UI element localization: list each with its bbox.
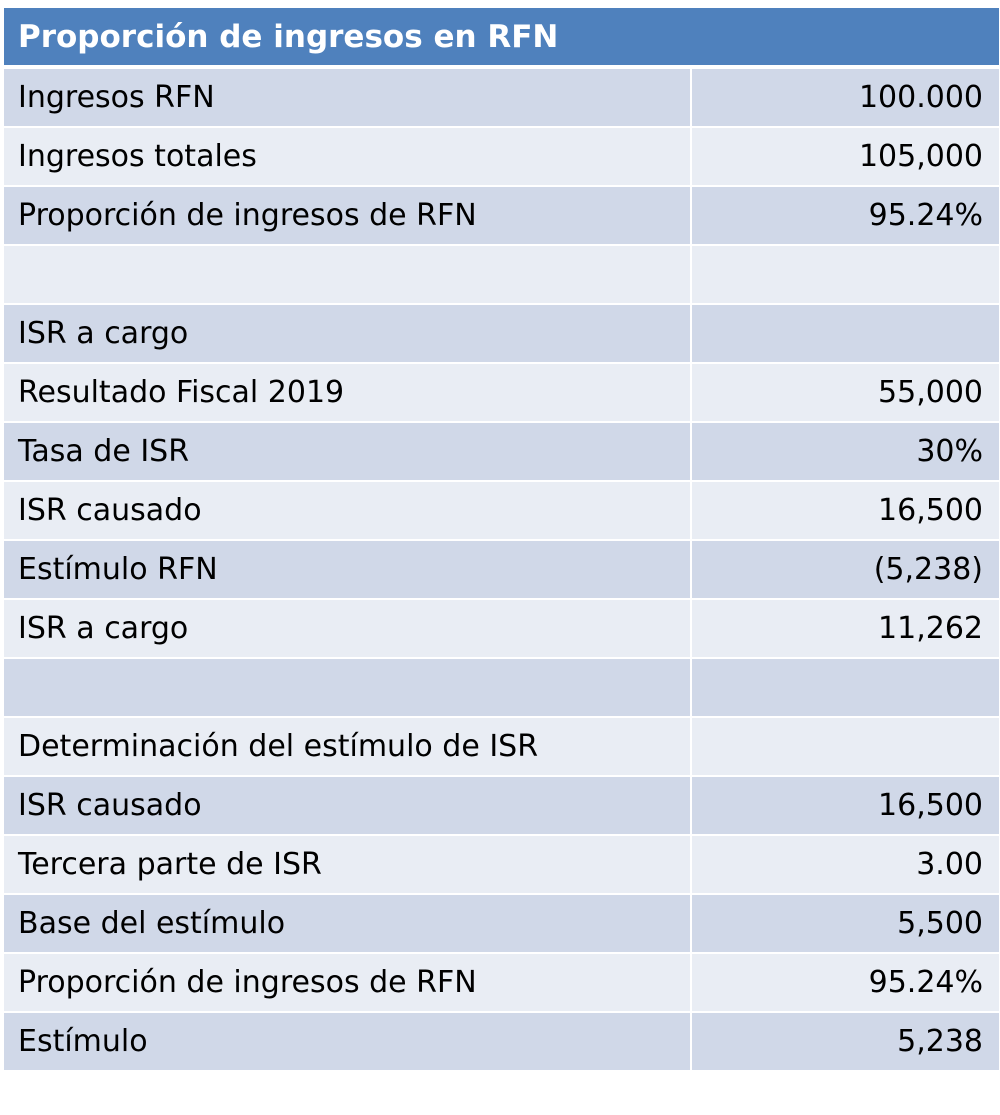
table-row bbox=[3, 186, 1000, 245]
table-row bbox=[3, 245, 1000, 304]
row-value: 11,262 bbox=[691, 599, 1000, 658]
table-row bbox=[3, 540, 1000, 599]
row-label: Proporción de ingresos de RFN bbox=[3, 186, 691, 245]
row-label: Ingresos RFN bbox=[3, 67, 691, 127]
table-row bbox=[3, 599, 1000, 658]
row-label bbox=[3, 658, 691, 717]
table-row bbox=[3, 835, 1000, 894]
row-value: (5,238) bbox=[691, 540, 1000, 599]
row-label bbox=[3, 245, 691, 304]
row-value: 16,500 bbox=[691, 776, 1000, 835]
row-value: 5,238 bbox=[691, 1012, 1000, 1071]
table-title: Proporción de ingresos en RFN bbox=[3, 7, 1000, 67]
row-label: ISR a cargo bbox=[3, 599, 691, 658]
row-label: Resultado Fiscal 2019 bbox=[3, 363, 691, 422]
row-label: Tasa de ISR bbox=[3, 422, 691, 481]
row-value: 95.24% bbox=[691, 953, 1000, 1012]
row-label: Estímulo bbox=[3, 1012, 691, 1071]
row-value: 55,000 bbox=[691, 363, 1000, 422]
row-label: ISR causado bbox=[3, 776, 691, 835]
table-row bbox=[3, 1012, 1000, 1071]
table-row bbox=[3, 127, 1000, 186]
row-value: 105,000 bbox=[691, 127, 1000, 186]
table-row bbox=[3, 953, 1000, 1012]
table-row bbox=[3, 304, 1000, 363]
table-row bbox=[3, 481, 1000, 540]
table-row bbox=[3, 363, 1000, 422]
table-row bbox=[3, 422, 1000, 481]
row-label: Proporción de ingresos de RFN bbox=[3, 953, 691, 1012]
row-label: Ingresos totales bbox=[3, 127, 691, 186]
row-value: 100.000 bbox=[691, 67, 1000, 127]
row-label: ISR a cargo bbox=[3, 304, 691, 363]
row-label: Estímulo RFN bbox=[3, 540, 691, 599]
row-label: Tercera parte de ISR bbox=[3, 835, 691, 894]
row-value: 16,500 bbox=[691, 481, 1000, 540]
row-value: 95.24% bbox=[691, 186, 1000, 245]
table-row bbox=[3, 658, 1000, 717]
row-value: 30% bbox=[691, 422, 1000, 481]
row-value: 5,500 bbox=[691, 894, 1000, 953]
row-value bbox=[691, 717, 1000, 776]
row-value bbox=[691, 304, 1000, 363]
table-header-row bbox=[3, 7, 1000, 67]
table-row bbox=[3, 67, 1000, 127]
table-row bbox=[3, 894, 1000, 953]
row-value bbox=[691, 245, 1000, 304]
row-label: ISR causado bbox=[3, 481, 691, 540]
row-label: Determinación del estímulo de ISR bbox=[3, 717, 691, 776]
table-row bbox=[3, 717, 1000, 776]
table-row bbox=[3, 776, 1000, 835]
row-label: Base del estímulo bbox=[3, 894, 691, 953]
row-value: 3.00 bbox=[691, 835, 1000, 894]
income-proportion-table bbox=[2, 6, 1000, 1072]
row-value bbox=[691, 658, 1000, 717]
